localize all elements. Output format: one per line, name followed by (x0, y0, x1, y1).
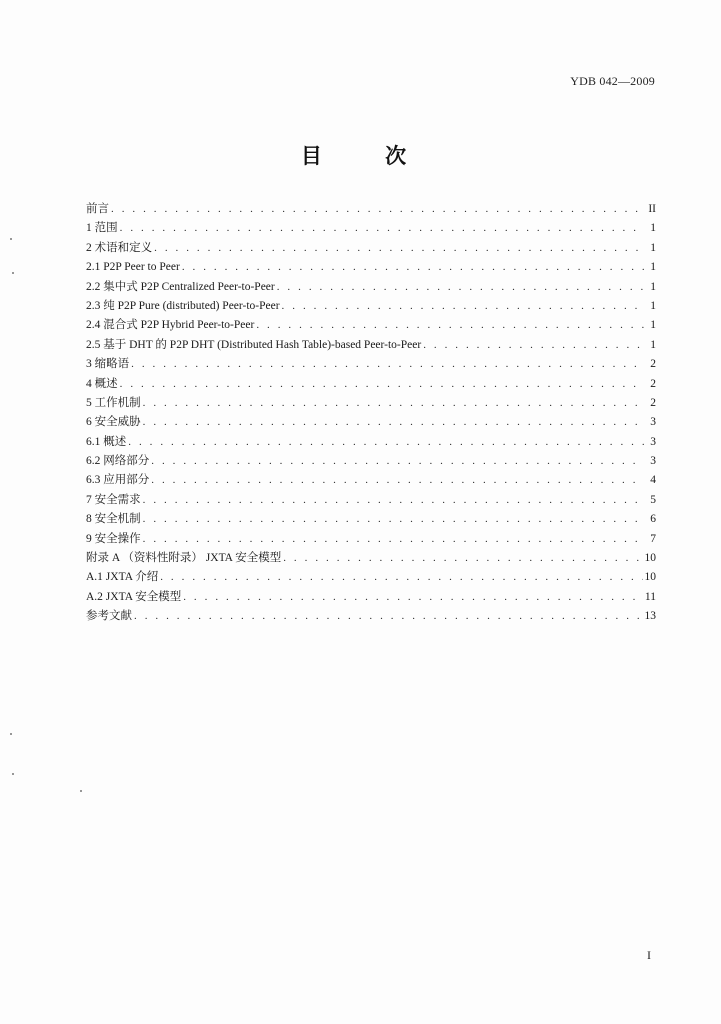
toc-entry-page: 1 (650, 222, 656, 235)
toc-entry-page: 1 (650, 319, 656, 332)
toc-entry-page: 3 (650, 416, 656, 429)
toc-entry-page: 1 (650, 261, 656, 274)
page-number: I (647, 948, 651, 962)
toc-entry-label: 1 范围 (86, 222, 118, 235)
toc-entry-page: 10 (644, 571, 656, 584)
toc-entry-label: A.2 JXTA 安全模型 (86, 590, 182, 603)
toc-entry-2-5[interactable] (86, 336, 656, 355)
toc-entry-label: 8 安全机制 (86, 513, 141, 526)
toc-entry-page: 2 (650, 358, 656, 371)
toc-entry-appendix-a[interactable] (86, 549, 656, 568)
toc-entry-6-1[interactable] (86, 433, 656, 452)
toc-entry-page: 1 (650, 241, 656, 254)
toc-entry-label: 5 工作机制 (86, 396, 141, 409)
toc-entry-page: 13 (644, 610, 656, 623)
toc-entry-requirements[interactable] (86, 491, 656, 510)
toc-entry-2-1[interactable] (86, 258, 656, 277)
toc-entry-page: II (648, 203, 656, 215)
toc-entry-page: 10 (644, 552, 656, 565)
toc-entry-6-2[interactable] (86, 452, 656, 471)
toc-leader-dots (283, 549, 642, 568)
toc-entry-label: 2.1 P2P Peer to Peer (86, 261, 180, 274)
toc-title: 目 次 (300, 144, 435, 168)
toc-entry-abbreviations[interactable] (86, 355, 656, 374)
toc-entry-label: 附录 A （资料性附录） JXTA 安全模型 (86, 552, 282, 565)
scan-speck (12, 773, 14, 775)
toc-entry-page: 7 (650, 532, 656, 545)
document-code: YDB 042—2009 (570, 74, 655, 88)
toc-leader-dots (154, 239, 644, 258)
toc-entry-label: 2.5 基于 DHT 的 P2P DHT (Distributed Hash Table)-based Peer-to-Peer (86, 338, 422, 351)
toc-entry-scope[interactable] (86, 219, 656, 238)
toc-leader-dots (143, 510, 644, 529)
toc-leader-dots (423, 336, 644, 355)
toc-leader-dots (143, 413, 644, 432)
toc-entry-page: 4 (650, 474, 656, 487)
toc-leader-dots (183, 588, 643, 607)
toc-entry-mechanism[interactable] (86, 394, 656, 413)
toc-entry-page: 2 (650, 396, 656, 409)
toc-leader-dots (282, 297, 644, 316)
scan-speck (10, 238, 12, 240)
toc-entry-label: 6.3 应用部分 (86, 474, 150, 487)
toc-entry-security-mechanism[interactable] (86, 510, 656, 529)
toc-leader-dots (120, 219, 644, 238)
toc-entry-page: 11 (644, 590, 656, 603)
toc-leader-dots (160, 568, 642, 587)
toc-entry-2-4[interactable] (86, 316, 656, 335)
toc-leader-dots (134, 607, 643, 626)
toc-entry-page: 1 (650, 299, 656, 312)
toc-entry-a-2[interactable] (86, 588, 656, 607)
toc-entry-page: 5 (650, 493, 656, 506)
toc-entry-label: 6 安全威胁 (86, 416, 141, 429)
toc-leader-dots (143, 394, 644, 413)
toc-entry-page: 1 (650, 280, 656, 293)
toc-entry-references[interactable] (86, 607, 656, 626)
toc-leader-dots (111, 200, 644, 219)
toc-leader-dots (151, 471, 644, 490)
toc-entry-label: 3 缩略语 (86, 358, 130, 371)
toc-entry-threats[interactable] (86, 413, 656, 432)
toc-leader-dots (151, 452, 644, 471)
toc-entry-label: 9 安全操作 (86, 532, 141, 545)
toc-entry-page: 2 (650, 377, 656, 390)
toc-entry-label: 7 安全需求 (86, 493, 141, 506)
toc-entry-security-operations[interactable] (86, 530, 656, 549)
toc-entry-label: 2 术语和定义 (86, 241, 153, 254)
toc-leader-dots (143, 530, 644, 549)
toc-entry-label: 6.1 概述 (86, 435, 127, 448)
toc-entry-label: 6.2 网络部分 (86, 455, 150, 468)
toc-entry-a-1[interactable] (86, 568, 656, 587)
toc-leader-dots (256, 316, 644, 335)
toc-leader-dots (277, 278, 644, 297)
toc-entry-label: 2.3 纯 P2P Pure (distributed) Peer-to-Peer (86, 299, 280, 312)
scan-speck (12, 272, 14, 274)
table-of-contents (86, 200, 656, 627)
toc-entry-label: A.1 JXTA 介绍 (86, 571, 159, 584)
toc-entry-2-2[interactable] (86, 278, 656, 297)
toc-entry-page: 3 (650, 455, 656, 468)
toc-leader-dots (128, 433, 644, 452)
toc-entry-page: 6 (650, 513, 656, 526)
toc-entry-label: 2.4 混合式 P2P Hybrid Peer-to-Peer (86, 319, 255, 332)
toc-entry-label: 参考文献 (86, 610, 132, 623)
toc-entry-terms[interactable] (86, 239, 656, 258)
toc-entry-6-3[interactable] (86, 471, 656, 490)
toc-entry-2-3[interactable] (86, 297, 656, 316)
toc-entry-page: 1 (650, 338, 656, 351)
toc-entry-overview[interactable] (86, 375, 656, 394)
toc-entry-label: 4 概述 (86, 377, 118, 390)
toc-leader-dots (143, 491, 644, 510)
toc-entry-label: 2.2 集中式 P2P Centralized Peer-to-Peer (86, 280, 275, 293)
toc-leader-dots (120, 375, 644, 394)
toc-entry-foreword[interactable] (86, 200, 656, 219)
scan-speck (80, 790, 82, 792)
toc-entry-label: 前言 (86, 203, 109, 215)
toc-entry-page: 3 (650, 435, 656, 448)
toc-leader-dots (182, 258, 644, 277)
scan-speck (10, 733, 12, 735)
toc-leader-dots (131, 355, 644, 374)
